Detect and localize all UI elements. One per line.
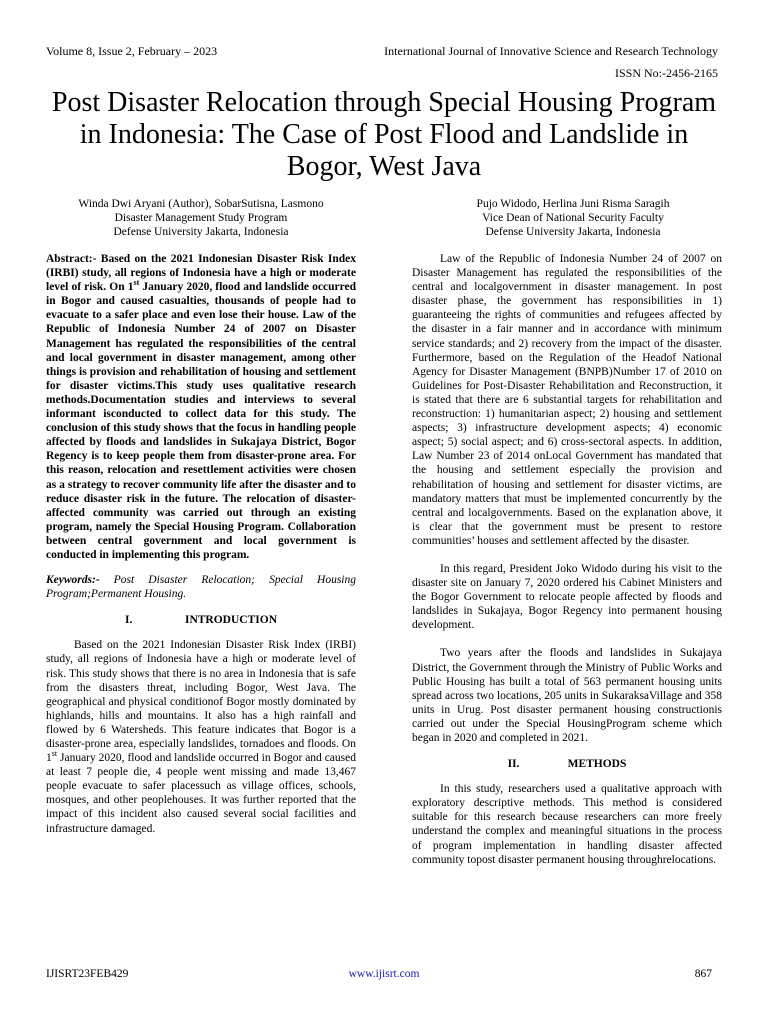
author-block-left <box>36 197 366 239</box>
right-column <box>412 252 722 867</box>
page-number: 867 <box>694 968 712 980</box>
intro-text-1: Based on the 2021 Indonesian Disaster Risk Index (IRBI) study, all regions of Indonesia have a high or moderate level of risk. This study shows that there is no area in Indonesia that is safe from the disasters threat, including Bogor, West Java. The geographical and physical conditionof Bogor mostly dominated by highlands, hills and mountains. It also has a high rainfall and flowed by 6 Watersheds. This feature indicates that Bogor is a disaster-prone area, especially landslides, tornadoes and floods. On 1 <box>46 639 356 765</box>
issn: ISSN No:-2456-2165 <box>614 66 718 80</box>
keywords-label: Keywords:- <box>46 574 100 587</box>
abstract <box>46 252 356 562</box>
intro-sup: st <box>51 749 58 759</box>
author-institution: Defense University Jakarta, Indonesia <box>113 226 289 238</box>
section-number: I. <box>124 614 133 627</box>
intro-text-2: January 2020, flood and landslide occurred in Bogor and caused at least 7 people die, 4 people went missing and made 13,467 people evacuate to safer placessuch as village offices, schools, mosques, and other peoplehouses. It was further reported that the impact of this incident also caused several social facilities and infrastructure damaged. <box>46 752 356 835</box>
methods-paragraph: In this study, researchers used a qualitative approach with exploratory descriptive methods. This method is considered suitable for this research because researchers can more freely understand the complex and meaningful situations in the process of program implementation in handling disaster affected community topost disaster permanent housing throughrelocations. <box>412 783 722 866</box>
author-institution: Defense University Jakarta, Indonesia <box>485 226 661 238</box>
journal-name: International Journal of Innovative Science and Research Technology <box>384 44 718 58</box>
section-heading-methods <box>412 757 722 771</box>
abstract-sup: st <box>133 278 140 288</box>
author-names: Pujo Widodo, Herlina Juni Risma Saragih <box>476 198 670 210</box>
keywords-text: Post Disaster Relocation; Special Housing Program;Permanent Housing. <box>46 574 356 601</box>
author-department: Vice Dean of National Security Faculty <box>482 212 664 224</box>
introduction-paragraph <box>46 638 356 835</box>
abstract-text-1: Abstract:- Based on the 2021 Indonesian Disaster Risk Index (IRBI) study, all regions of Indonesia have a high or moderate level of risk. On 1 <box>46 253 356 294</box>
volume-issue: Volume 8, Issue 2, February – 2023 <box>46 44 218 58</box>
abstract-text-2: January 2020, flood and landslide occurred in Bogor and caused casualties, thousands of people had to evacuate to a safer place and even lose their house. Law of the Republic of Indonesia Number 24 of 2007 on Disaster Management has regulated the responsibilities of the central and local government in disaster management, among other things is provision and rehabilitation of housing and settlement for disaster victims.This study uses qualitative research methods.Documentation studies and interviews to several informant isconducted to collect data for this study. The conclusion of this study shows that the focus in handling people affected by floods and landslides in Sukajaya District, Bogor Regency is to keep people them from disaster-prone area. For this reason, relocation and resettlement activities were chosen as a strategy to recover community life after the disaster and to reduce disaster risk in the future. The relocation of disaster-affected community was carried out through an existing program, namely the Special Housing Program. Collaboration between central government and local government is conducted in implementing this program. <box>46 281 356 561</box>
paper-title: Post Disaster Relocation through Special Housing Program in Indonesia: The Case of Post Flood and Landslide in Bogor, West Java <box>51 87 717 182</box>
housing-paragraph: Two years after the floods and landslides in Sukajaya District, the Government through the Ministry of Public Works and Public Housing has built a total of 563 permanent housing units spread across two locations, 205 units in SukaraksaVillage and 358 units in Urug. Post disaster permanent housing constructionis carried out under the Special HousingProgram scheme which began in 2020 and completed in 2021. <box>412 647 722 744</box>
section-heading-introduction <box>46 613 356 627</box>
section-title: INTRODUCTION <box>184 614 277 627</box>
president-paragraph: In this regard, President Joko Widodo during his visit to the disaster site on January 7, 2020 ordered his Cabinet Ministers and the Bogor Government to relocate people affected by floods and landslides in Sukajaya, Bogor Regency into permanent housing development. <box>412 562 722 632</box>
left-column <box>46 252 356 836</box>
law-paragraph: Law of the Republic of Indonesia Number 24 of 2007 on Disaster Management has regulated the responsibilities of the central and localgovernment in disaster management. In post disaster phase, the government has responsibilities in 1) guaranteeing the rights of communities and refugees affected by the disaster in a fair manner and in accordance with minimum service standards; and 2) recovery from the impact of the disaster. Furthermore, based on the Regulation of the Headof National Agency for Disaster Management (BNPB)Number 17 of 2010 on Guidelines for Post-Disaster Rehabilitation and Reconstruction, it is stated that there are 6 substantial targets for rehabilitation and reconstruction: 1) humanitarian aspect; 2) housing and settlement aspects; 3) infrastructure development aspects; 4) economic aspect; 5) social aspect; and 6) cross-sectoral aspects. In addition, Law Number 23 of 2014 onLocal Government has mandated that the housing and settlement especially the provision and rehabilitation of housing and settlement for disaster victims, are mandatory matters that must be implemented concurrently by the central and localgovernments. Based on the explanation above, it is clear that the government must be present to restore communities’ houses and settlement affected by the disaster. <box>412 253 722 547</box>
journal-website-link[interactable]: www.ijisrt.com <box>348 968 420 980</box>
section-number: II. <box>507 758 520 771</box>
author-names: Winda Dwi Aryani (Author), SobarSutisna, Lasmono <box>78 198 324 210</box>
author-block-right <box>408 197 738 239</box>
author-department: Disaster Management Study Program <box>114 212 288 224</box>
article-code: IJISRT23FEB429 <box>46 968 129 980</box>
section-title: METHODS <box>567 758 627 771</box>
keywords <box>46 573 356 601</box>
